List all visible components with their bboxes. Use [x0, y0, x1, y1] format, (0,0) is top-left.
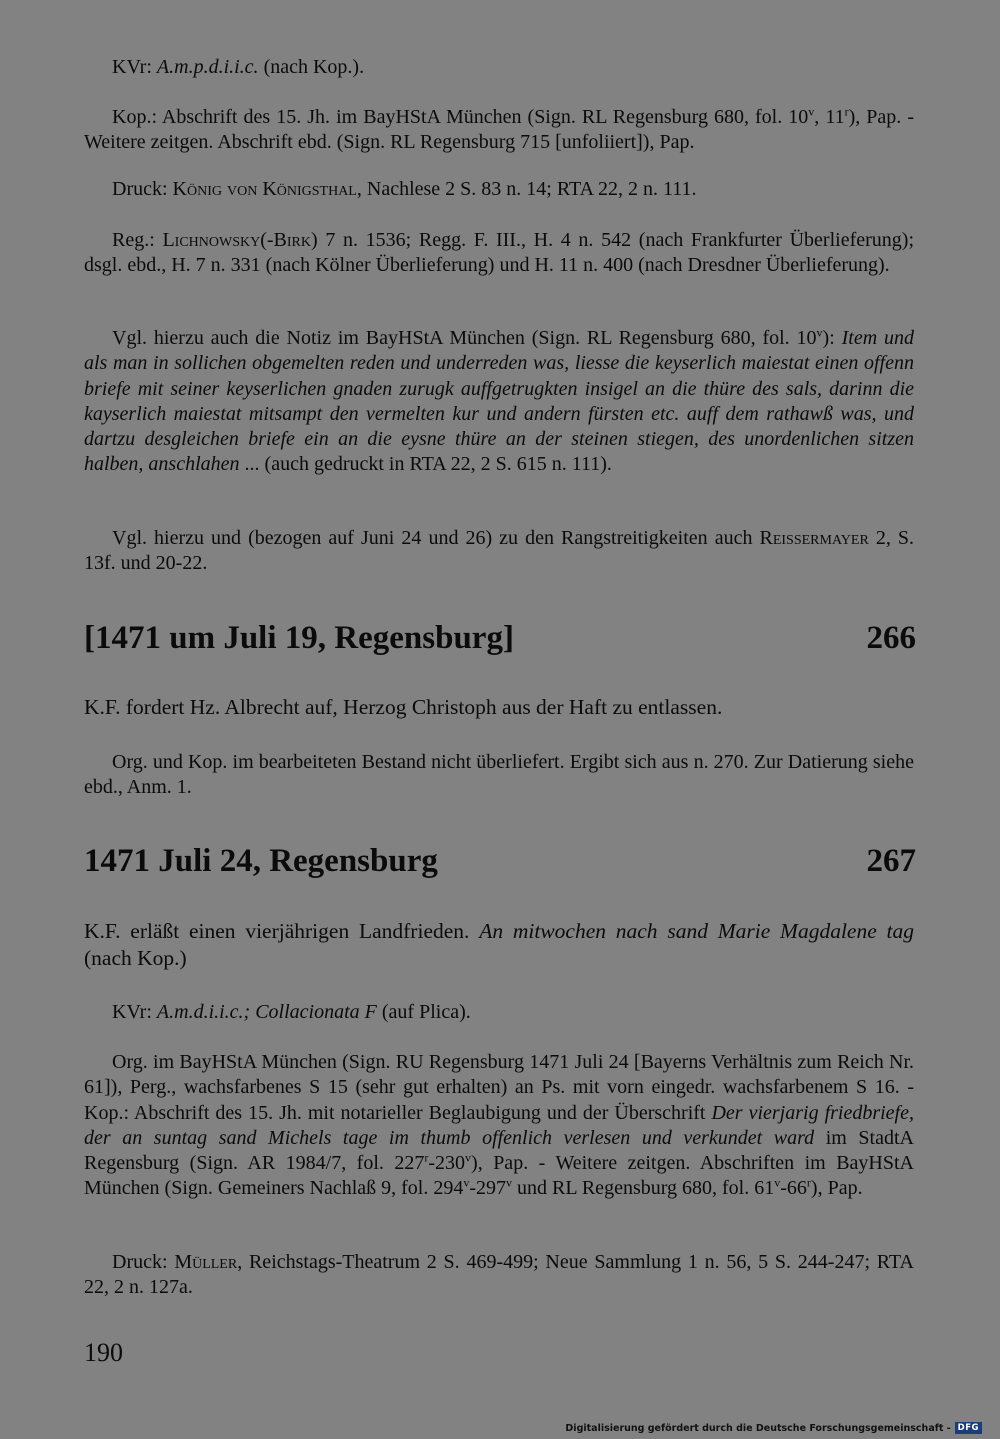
- org-paragraph-267: Org. im BayHStA München (Sign. RU Regensburg 1471 Juli 24 [Bayerns Verhältnis zum Reich Nr. 61]), Perg., wachsfarbenes S 15 (sehr gut erhalten) an Ps. mit vorn eingedr. wachsfarbenem S 16. - Kop.: Abschrift des 15. Jh. mit notarieller Beglaubigung und der Überschrift Der vierjarig friedbriefe, der an suntag sand Michels tage im thumb offenlich verlesen und verkundet ward im StadtA Regensburg (Sign. AR 1984/7, fol. 227$^r$-230$^v$), Pap. - Weitere zeitgen. Abschriften im BayHStA München (Sign. Gemeiners Nachlaß 9, fol. 294$^v$-297$^v$ und RL Regensburg 680, fol. 61$^v$-66$^r$), Pap.: [84, 1051, 914, 1200]
- entry-number: 266: [866, 620, 916, 656]
- kvr-paragraph: KVr: A.m.p.d.i.i.c. (nach Kop.).: [112, 56, 365, 78]
- entry-summary-267: K.F. erläßt einen vierjährigen Landfrieden. An mitwochen nach sand Marie Magdalene tag (nach Kop.): [84, 919, 915, 970]
- druck-paragraph-267: Druck: Müller, Reichstags-Theatrum 2 S. 469-499; Neue Sammlung 1 n. 56, 5 S. 244-247; RTA 22, 2 n. 127a.: [84, 1251, 914, 1299]
- dfg-logo: DFG: [955, 1422, 982, 1434]
- footer-credit: [565, 1422, 982, 1434]
- entry-note-266: Org. und Kop. im bearbeiteten Bestand nicht überliefert. Ergibt sich aus n. 270. Zur Datierung siehe ebd., Anm. 1.: [84, 751, 914, 799]
- entry-title: 1471 Juli 24, Regensburg: [84, 843, 438, 879]
- page-number: 190: [84, 1338, 123, 1367]
- footer-text: Digitalisierung gefördert durch die Deutsche Forschungsgemeinschaft -: [565, 1422, 951, 1434]
- kvr-paragraph-267: KVr: A.m.d.i.i.c.; Collacionata F (auf Plica).: [112, 1001, 471, 1023]
- entry-heading-267: [84, 843, 916, 880]
- vgl-reference-paragraph: Vgl. hierzu und (bezogen auf Juni 24 und 26) zu den Rangstreitigkeiten auch Reissermayer 2, S. 13f. und 20-22.: [84, 527, 915, 575]
- entry-summary-266: K.F. fordert Hz. Albrecht auf, Herzog Christoph aus der Haft zu entlassen.: [84, 695, 723, 719]
- entry-title: [1471 um Juli 19, Regensburg]: [84, 620, 514, 656]
- reg-paragraph: Reg.: Lichnowsky(-Birk) 7 n. 1536; Regg. F. III., H. 4 n. 542 (nach Frankfurter Überlieferung); dsgl. ebd., H. 7 n. 331 (nach Kölner Überlieferung) und H. 11 n. 400 (nach Dresdner Überlieferung).: [84, 229, 914, 277]
- druck-paragraph: Druck: König von Königsthal, Nachlese 2 S. 83 n. 14; RTA 22, 2 n. 111.: [112, 178, 697, 200]
- kop-paragraph: Kop.: Abschrift des 15. Jh. im BayHStA München (Sign. RL Regensburg 680, fol. 10$^v$, 11$^r$), Pap. - Weitere zeitgen. Abschrift ebd. (Sign. RL Regensburg 715 [unfoliiert]), Pap.: [84, 104, 914, 154]
- entry-number: 267: [866, 843, 916, 879]
- vgl-note-paragraph: Vgl. hierzu auch die Notiz im BayHStA München (Sign. RL Regensburg 680, fol. 10$^v$): Item und als man in sollichen obgemelten reden und underreden was, liesse die keyserlich maiestat einen offenn briefe mit seiner keyserlichen gnaden zurugk auffgetrugkten insigel an die thüre des sals, darinn die kayserlich maiestat mitsampt den vermelten kur und andern fürsten etc. auff dem rathawß was, und dartzu desgleichen briefe ein an die eysne thüre an der steinen stiegen, des unordenlichen sitzen halben, anschlahen ... (auch gedruckt in RTA 22, 2 S. 615 n. 111).: [84, 325, 915, 476]
- entry-heading-266: [84, 620, 916, 657]
